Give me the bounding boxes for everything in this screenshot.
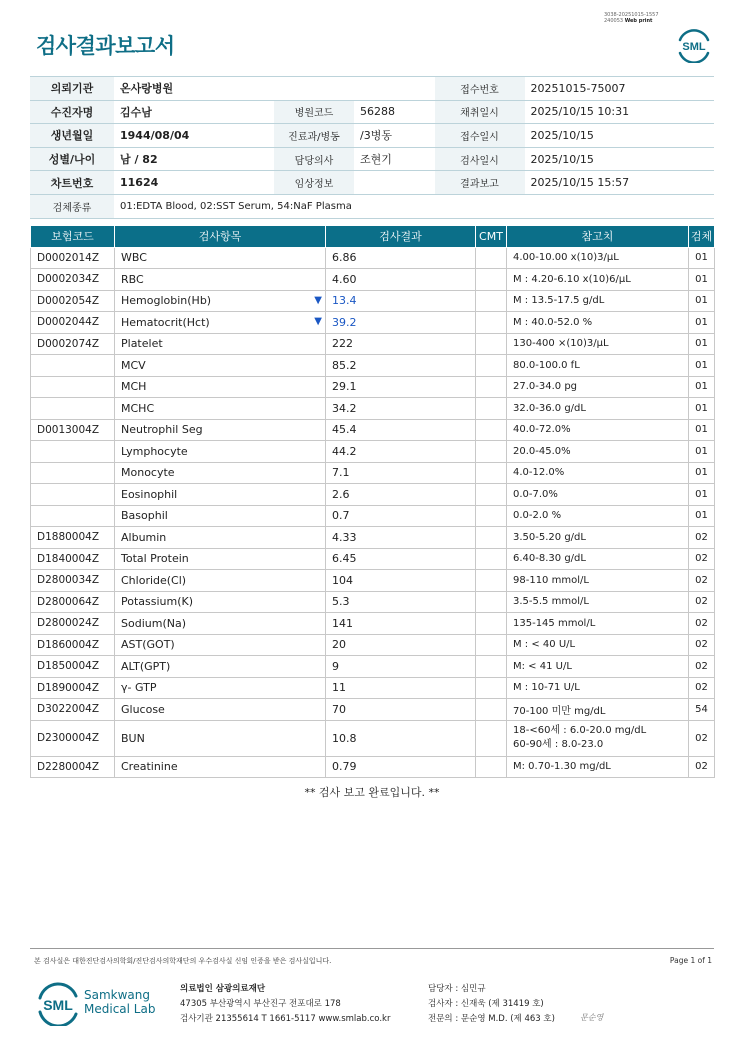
specimen-code: 01	[689, 441, 715, 463]
table-row	[31, 312, 715, 334]
insurance-code: D3022004Z	[31, 699, 115, 721]
reference-range: 3.5-5.5 mmol/L	[507, 591, 689, 613]
insurance-code: D1840004Z	[31, 548, 115, 570]
cmt	[476, 591, 507, 613]
test-item-name: AST(GOT)	[121, 638, 175, 652]
hospital-code-label: 병원코드	[274, 100, 354, 124]
insurance-code: D2280004Z	[31, 756, 115, 778]
cmt	[476, 484, 507, 506]
brand-logo-text: SML	[43, 997, 73, 1013]
test-result: 0.79	[326, 756, 476, 778]
collect-date-label: 채취일시	[435, 100, 525, 124]
cmt	[476, 312, 507, 334]
test-result: 222	[326, 333, 476, 355]
chart-value: 11624	[114, 171, 274, 195]
test-item-name: Hematocrit(Hct)	[121, 315, 210, 329]
insurance-code	[31, 355, 115, 377]
table-row	[31, 699, 715, 721]
test-result: 13.4	[326, 290, 476, 312]
brand-line2: Medical Lab	[84, 1002, 156, 1016]
test-item	[115, 419, 326, 441]
test-item	[115, 548, 326, 570]
table-row	[31, 355, 715, 377]
doctor-value: 조현기	[354, 147, 435, 171]
recipient-label: 수진자명	[30, 100, 114, 124]
insurance-code: D2300004Z	[31, 720, 115, 756]
chart-label: 차트번호	[30, 171, 114, 195]
insurance-code	[31, 462, 115, 484]
table-row	[31, 570, 715, 592]
cmt	[476, 247, 507, 269]
insurance-code: D0002054Z	[31, 290, 115, 312]
test-result: 4.33	[326, 527, 476, 549]
collect-date-value: 2025/10/15 10:31	[525, 100, 715, 124]
org-address: 47305 부산광역시 부산진구 전포대로 178	[180, 999, 341, 1009]
table-row	[31, 398, 715, 420]
reference-range: 0.0-2.0 %	[507, 505, 689, 527]
cmt	[476, 756, 507, 778]
results-table	[30, 226, 715, 778]
reference-range: M : < 40 U/L	[507, 634, 689, 656]
insurance-code	[31, 398, 115, 420]
reference-range: 40.0-72.0%	[507, 419, 689, 441]
specimen-code: 01	[689, 398, 715, 420]
specimen-code: 01	[689, 376, 715, 398]
insurance-code	[31, 484, 115, 506]
table-row	[31, 505, 715, 527]
test-item-name: BUN	[121, 731, 145, 745]
specimen-code: 02	[689, 591, 715, 613]
reference-range: M: < 41 U/L	[507, 656, 689, 678]
specimen-code: 01	[689, 484, 715, 506]
sex-age-label: 성별/나이	[30, 147, 114, 171]
reference-range: 135-145 mmol/L	[507, 613, 689, 635]
institution-value: 온사랑병원	[114, 77, 435, 101]
test-item-name: Albumin	[121, 530, 167, 544]
insurance-code	[31, 376, 115, 398]
reference-range	[507, 720, 689, 756]
specimen-code: 01	[689, 290, 715, 312]
reference-range: 3.50-5.20 g/dL	[507, 527, 689, 549]
reference-range: 0.0-7.0%	[507, 484, 689, 506]
test-item-name: Lymphocyte	[121, 444, 188, 458]
test-result: 5.3	[326, 591, 476, 613]
brand-line1: Samkwang	[84, 988, 150, 1002]
reference-range: M: 0.70-1.30 mg/dL	[507, 756, 689, 778]
test-result: 45.4	[326, 419, 476, 441]
test-date-value: 2025/10/15	[525, 147, 715, 171]
test-result: 7.1	[326, 462, 476, 484]
patient-info-table	[30, 76, 714, 219]
reference-range: M : 40.0-52.0 %	[507, 312, 689, 334]
cmt	[476, 548, 507, 570]
specimen-code: 01	[689, 333, 715, 355]
table-row	[31, 656, 715, 678]
dept-label: 진료과/병동	[274, 124, 354, 148]
test-item	[115, 441, 326, 463]
test-item	[115, 484, 326, 506]
test-result: 6.86	[326, 247, 476, 269]
test-item	[115, 677, 326, 699]
test-item	[115, 247, 326, 269]
receipt-date-value: 2025/10/15	[525, 124, 715, 148]
test-result: 29.1	[326, 376, 476, 398]
test-item	[115, 462, 326, 484]
logo-text: SML	[682, 41, 706, 53]
test-item-name: ALT(GPT)	[121, 659, 171, 673]
specimen-code: 01	[689, 419, 715, 441]
complete-message: ** 검사 보고 완료입니다. **	[304, 786, 440, 799]
specimen-code: 02	[689, 720, 715, 756]
print-id	[604, 12, 659, 24]
test-item	[115, 290, 326, 312]
test-result: 44.2	[326, 441, 476, 463]
reference-range: 32.0-36.0 g/dL	[507, 398, 689, 420]
birth-label: 생년월일	[30, 124, 114, 148]
specimen-value: 01:EDTA Blood, 02:SST Serum, 54:NaF Plasma	[114, 194, 714, 218]
dept-value: /3병동	[354, 124, 435, 148]
insurance-code: D0002044Z	[31, 312, 115, 334]
col-specimen-header: 검체	[689, 226, 715, 247]
test-item	[115, 269, 326, 291]
specimen-code: 01	[689, 312, 715, 334]
sex-age-value: 남 / 82	[114, 147, 274, 171]
print-id-line2: 240053	[604, 18, 624, 24]
reference-range: 6.40-8.30 g/dL	[507, 548, 689, 570]
test-item-name: RBC	[121, 272, 144, 286]
test-item	[115, 333, 326, 355]
cmt	[476, 527, 507, 549]
staff-manager: 담당자 : 심민규	[428, 984, 486, 994]
birth-value: 1944/08/04	[114, 124, 274, 148]
doctor-label: 담당의사	[274, 147, 354, 171]
col-insurance-code-header: 보험코드	[31, 226, 115, 247]
table-row	[31, 548, 715, 570]
table-row	[31, 376, 715, 398]
table-row	[31, 720, 715, 756]
specimen-label: 검체종류	[30, 194, 114, 218]
specimen-code: 01	[689, 355, 715, 377]
reference-range: 4.00-10.00 x(10)3/μL	[507, 247, 689, 269]
accreditation-note: 본 검사실은 대한진단검사의학회/진단검사의학재단의 우수검사실 신임 인증을 받은 검사실입니다.	[34, 957, 332, 965]
test-item-name: Potassium(K)	[121, 595, 194, 609]
insurance-code: D1860004Z	[31, 634, 115, 656]
test-item	[115, 398, 326, 420]
clinical-label: 임상정보	[274, 171, 354, 195]
test-item-name: Chloride(Cl)	[121, 573, 187, 587]
cmt	[476, 462, 507, 484]
reference-range: 80.0-100.0 fL	[507, 355, 689, 377]
test-item	[115, 570, 326, 592]
col-test-item-header: 검사항목	[115, 226, 326, 247]
test-item-name: Neutrophil Seg	[121, 423, 203, 437]
signature: 문순영	[580, 1013, 604, 1022]
table-row	[31, 247, 715, 269]
insurance-code: D1880004Z	[31, 527, 115, 549]
report-date-value: 2025/10/15 15:57	[525, 171, 715, 195]
table-row	[31, 462, 715, 484]
footer-divider	[30, 948, 714, 949]
specimen-code: 02	[689, 548, 715, 570]
reference-range: M : 10-71 U/L	[507, 677, 689, 699]
specimen-code: 02	[689, 527, 715, 549]
table-row	[31, 677, 715, 699]
page-title: 검사결과보고서	[36, 34, 175, 58]
test-result: 6.45	[326, 548, 476, 570]
org-contact: 검사기관 21355614 T 1661-5117 www.smlab.co.kr	[180, 1014, 391, 1024]
test-item-name: MCV	[121, 358, 146, 372]
specimen-code: 02	[689, 570, 715, 592]
test-item	[115, 756, 326, 778]
test-item	[115, 527, 326, 549]
insurance-code	[31, 505, 115, 527]
receipt-no-label: 접수번호	[435, 77, 525, 101]
reference-range: 98-110 mmol/L	[507, 570, 689, 592]
test-result: 4.60	[326, 269, 476, 291]
table-row	[31, 591, 715, 613]
brand-name	[84, 988, 155, 1016]
test-result: 9	[326, 656, 476, 678]
reference-range: 27.0-34.0 pg	[507, 376, 689, 398]
insurance-code: D0002014Z	[31, 247, 115, 269]
insurance-code: D0002034Z	[31, 269, 115, 291]
test-item	[115, 613, 326, 635]
specimen-code: 02	[689, 677, 715, 699]
test-date-label: 검사일시	[435, 147, 525, 171]
clinical-value	[354, 171, 435, 195]
test-item-name: Eosinophil	[121, 487, 178, 501]
test-item-name: WBC	[121, 251, 147, 265]
receipt-no-value: 20251015-75007	[525, 77, 715, 101]
reference-range: 70-100 미만 mg/dL	[507, 699, 689, 721]
cmt	[476, 441, 507, 463]
table-row	[31, 269, 715, 291]
test-item-name: MCHC	[121, 401, 155, 415]
specimen-code: 54	[689, 699, 715, 721]
page-number: Page 1 of 1	[669, 956, 712, 965]
test-item-name: Total Protein	[121, 552, 189, 566]
test-result: 34.2	[326, 398, 476, 420]
cmt	[476, 376, 507, 398]
table-row	[31, 634, 715, 656]
reference-line: 60-90세 : 8.0-23.0	[513, 739, 604, 750]
test-item-name: Basophil	[121, 509, 168, 523]
test-item	[115, 591, 326, 613]
staff-info	[428, 982, 555, 1027]
test-item-name: γ- GTP	[121, 681, 157, 695]
low-flag-icon: ▼	[314, 294, 322, 306]
receipt-date-label: 접수일시	[435, 124, 525, 148]
cmt	[476, 634, 507, 656]
low-flag-icon: ▼	[314, 316, 322, 327]
cmt	[476, 505, 507, 527]
test-result: 104	[326, 570, 476, 592]
org-name: 의료법인 삼광의료재단	[180, 984, 266, 994]
insurance-code: D2800064Z	[31, 591, 115, 613]
test-item	[115, 699, 326, 721]
web-print-label: Web print	[624, 18, 653, 24]
test-item-name: Creatinine	[121, 760, 178, 774]
table-row	[31, 333, 715, 355]
specimen-code: 02	[689, 613, 715, 635]
test-result: 39.2	[326, 312, 476, 334]
test-item	[115, 656, 326, 678]
reference-range: M : 4.20-6.10 x(10)6/μL	[507, 269, 689, 291]
test-result: 85.2	[326, 355, 476, 377]
test-item	[115, 634, 326, 656]
specimen-code: 02	[689, 756, 715, 778]
cmt	[476, 269, 507, 291]
table-row	[31, 484, 715, 506]
test-item-name: Platelet	[121, 337, 163, 351]
cmt	[476, 613, 507, 635]
test-item-name: MCH	[121, 380, 147, 394]
hospital-code-value: 56288	[354, 100, 435, 124]
col-reference-header: 참고치	[507, 226, 689, 247]
reference-range: 4.0-12.0%	[507, 462, 689, 484]
reference-range: M : 13.5-17.5 g/dL	[507, 290, 689, 312]
test-result: 0.7	[326, 505, 476, 527]
test-result: 141	[326, 613, 476, 635]
test-item-name: Sodium(Na)	[121, 616, 186, 630]
staff-specialist: 전문의 : 문순영 M.D. (제 463 호)	[428, 1014, 555, 1024]
test-result: 11	[326, 677, 476, 699]
test-result: 2.6	[326, 484, 476, 506]
specimen-code: 02	[689, 656, 715, 678]
cmt	[476, 333, 507, 355]
test-item-name: Hemoglobin(Hb)	[121, 294, 212, 308]
specimen-code: 02	[689, 634, 715, 656]
insurance-code: D1890004Z	[31, 677, 115, 699]
insurance-code	[31, 441, 115, 463]
table-row	[31, 441, 715, 463]
sml-logo-icon	[676, 27, 712, 63]
test-result: 10.8	[326, 720, 476, 756]
cmt	[476, 355, 507, 377]
staff-tester: 검사자 : 신재욱 (제 31419 호)	[428, 999, 544, 1009]
cmt	[476, 398, 507, 420]
cmt	[476, 570, 507, 592]
test-item-name: Monocyte	[121, 466, 175, 480]
cmt	[476, 419, 507, 441]
test-item	[115, 355, 326, 377]
organization-info	[180, 982, 390, 1027]
reference-range: 20.0-45.0%	[507, 441, 689, 463]
test-item-name: Glucose	[121, 702, 165, 716]
test-result: 70	[326, 699, 476, 721]
recipient-value: 김수남	[114, 100, 274, 124]
insurance-code: D0013004Z	[31, 419, 115, 441]
insurance-code: D0002074Z	[31, 333, 115, 355]
col-result-header: 검사결과	[326, 226, 476, 247]
test-item	[115, 720, 326, 756]
insurance-code: D2800034Z	[31, 570, 115, 592]
print-id-line1: 3038-20251015-1557	[604, 12, 659, 18]
cmt	[476, 290, 507, 312]
cmt	[476, 720, 507, 756]
insurance-code: D2800024Z	[31, 613, 115, 635]
test-item	[115, 376, 326, 398]
test-result: 20	[326, 634, 476, 656]
test-item	[115, 312, 326, 334]
table-row	[31, 613, 715, 635]
table-row	[31, 527, 715, 549]
insurance-code: D1850004Z	[31, 656, 115, 678]
specimen-code: 01	[689, 462, 715, 484]
table-row	[31, 290, 715, 312]
specimen-code: 01	[689, 269, 715, 291]
cmt	[476, 699, 507, 721]
specimen-code: 01	[689, 505, 715, 527]
test-item	[115, 505, 326, 527]
col-cmt-header: CMT	[476, 226, 507, 247]
table-row	[31, 419, 715, 441]
report-date-label: 결과보고	[435, 171, 525, 195]
institution-label: 의뢰기관	[30, 77, 114, 101]
reference-line: 18-<60세 : 6.0-20.0 mg/dL	[513, 725, 647, 736]
table-row	[31, 756, 715, 778]
cmt	[476, 677, 507, 699]
cmt	[476, 656, 507, 678]
reference-range: 130-400 ×(10)3/μL	[507, 333, 689, 355]
specimen-code: 01	[689, 247, 715, 269]
